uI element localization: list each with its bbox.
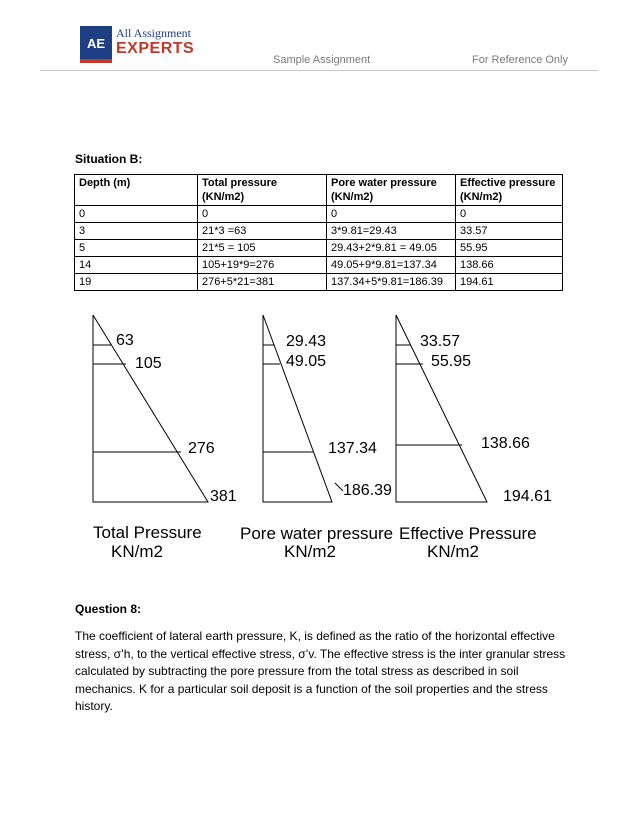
- pressure-label: 63: [116, 332, 134, 349]
- table-cell: 21*5 = 105: [198, 240, 327, 257]
- pressure-label: 49.05: [286, 353, 327, 370]
- diagram-caption-unit: KN/m2: [284, 542, 336, 561]
- table-cell: 19: [75, 274, 198, 291]
- pressure-label: 137.34: [328, 440, 377, 457]
- table-header-cell: Effective pressure (KN/m2): [456, 175, 563, 206]
- header-divider: [40, 70, 598, 71]
- diagram-caption: Effective Pressure: [399, 524, 537, 543]
- table-row: [75, 274, 563, 291]
- diagram-caption-unit: KN/m2: [427, 542, 479, 561]
- table-cell: 33.57: [456, 223, 563, 240]
- diagram-caption: Pore water pressure: [240, 524, 394, 543]
- effective-pressure-diagram: [396, 315, 552, 561]
- logo-text-line2: EXPERTS: [116, 40, 195, 57]
- page-header: [0, 0, 638, 75]
- pressure-label: 29.43: [286, 333, 327, 350]
- total-pressure-diagram: [93, 315, 237, 561]
- question-title: Question 8:: [75, 602, 142, 616]
- pressure-label: 33.57: [420, 333, 461, 350]
- table-cell: 276+5*21=381: [198, 274, 327, 291]
- table-cell: 105+19*9=276: [198, 257, 327, 274]
- table-cell: 3: [75, 223, 198, 240]
- table-cell: 0: [327, 206, 456, 223]
- table-header-cell: Total pressure (KN/m2): [198, 175, 327, 206]
- pressure-label: 105: [135, 355, 162, 372]
- table-header-cell: Depth (m): [75, 175, 198, 206]
- table-cell: 0: [456, 206, 563, 223]
- table-cell: 21*3 =63: [198, 223, 327, 240]
- table-cell: 137.34+5*9.81=186.39: [327, 274, 456, 291]
- table-cell: 138.66: [456, 257, 563, 274]
- pressure-diagrams: [0, 300, 638, 570]
- table-cell: 29.43+2*9.81 = 49.05: [327, 240, 456, 257]
- logo-badge-base: [80, 59, 112, 63]
- table-row: [75, 206, 563, 223]
- header-sample-label: Sample Assignment: [273, 54, 371, 66]
- pore-water-pressure-diagram: [240, 315, 393, 561]
- pressure-label: 55.95: [431, 353, 472, 370]
- table-cell: 0: [75, 206, 198, 223]
- table-header-row: [75, 175, 563, 206]
- pressure-label: 194.61: [503, 488, 552, 505]
- table-cell: 5: [75, 240, 198, 257]
- table-cell: 194.61: [456, 274, 563, 291]
- company-logo: [80, 26, 200, 66]
- table-cell: 14: [75, 257, 198, 274]
- question-paragraph: The coefficient of lateral earth pressure, K, is defined as the ratio of the horizontal effective stress, σ’h, to the vertical effective stress, σ’v. The effective stress is the inter granular stress calculated by subtracting the pore pressure from the total stress as described in soil mechanics. K for a particular soil deposit is a function of the soil properties and the stress history.: [75, 629, 566, 713]
- pressure-label: 276: [188, 440, 215, 457]
- table-header-cell: Pore water pressure (KN/m2): [327, 175, 456, 206]
- table-row: [75, 223, 563, 240]
- label-leader: [335, 483, 343, 491]
- table-row: [75, 257, 563, 274]
- pressure-label: 381: [210, 488, 237, 505]
- diagram-outline: [93, 315, 208, 502]
- table-cell: 55.95: [456, 240, 563, 257]
- table-row: [75, 240, 563, 257]
- logo-badge: AE: [80, 26, 112, 60]
- situation-title: Situation B:: [75, 152, 143, 166]
- table-cell: 0: [198, 206, 327, 223]
- header-reference-label: For Reference Only: [472, 54, 568, 66]
- diagram-caption: Total Pressure: [93, 523, 202, 542]
- pressure-table: [74, 174, 563, 291]
- diagram-caption-unit: KN/m2: [111, 542, 163, 561]
- table-cell: 49.05+9*9.81=137.34: [327, 257, 456, 274]
- logo-text-line1: All Assignment: [116, 26, 192, 40]
- table-cell: 3*9.81=29.43: [327, 223, 456, 240]
- pressure-label: 186.39: [343, 482, 392, 499]
- pressure-label: 138.66: [481, 435, 530, 452]
